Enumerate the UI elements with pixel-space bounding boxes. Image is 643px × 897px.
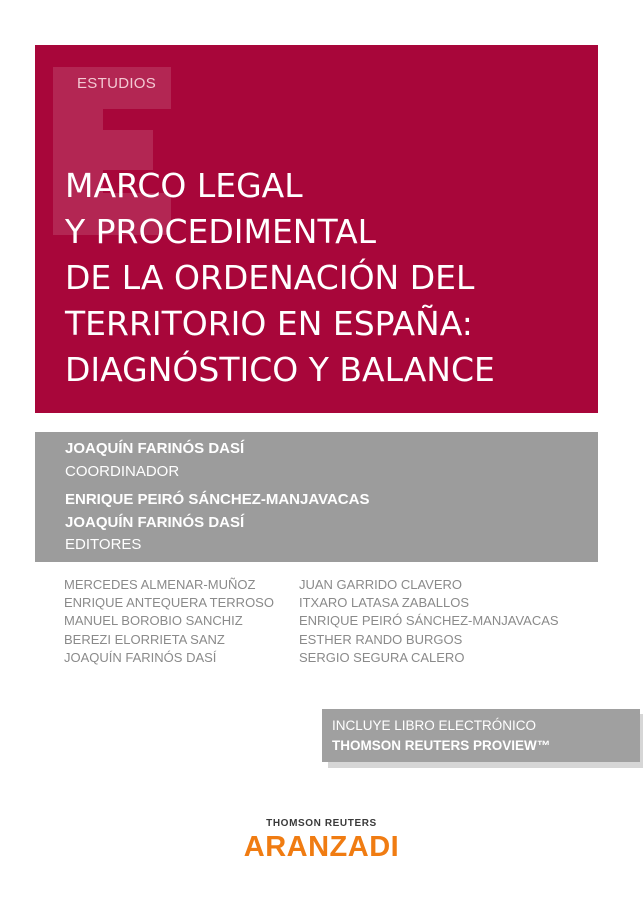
publisher-group-logo: THOMSON REUTERS <box>266 818 377 829</box>
author-name: JUAN GARRIDO CLAVERO <box>299 577 463 592</box>
author-name: ESTHER RANDO BURGOS <box>299 631 463 647</box>
book-title <box>65 163 495 393</box>
publisher-imprint-logo: ARANZADI <box>243 831 400 863</box>
author-name: SERGIO SEGURA CALERO <box>299 649 465 665</box>
ebook-badge <box>322 709 640 762</box>
author-name: MANUEL BOROBIO SANCHIZ <box>64 613 243 629</box>
author-name: ITXARO LATASA ZABALLOS <box>299 595 470 611</box>
coordinator-role: COORDINADOR <box>65 463 180 480</box>
authors-list-left <box>64 576 274 667</box>
editor-name: JOAQUÍN FARINÓS DASÍ <box>65 514 245 531</box>
author-name: ENRIQUE PEIRÓ SÁNCHEZ-MANJAVACAS <box>299 613 559 629</box>
series-label: ESTUDIOS <box>77 75 157 92</box>
title-line: DIAGNÓSTICO Y BALANCE <box>65 350 495 389</box>
author-name: JOAQUÍN FARINÓS DASÍ <box>64 649 217 665</box>
ebook-badge-line2: THOMSON REUTERS PROVIEW™ <box>332 738 551 753</box>
coordinator-name: JOAQUÍN FARINÓS DASÍ <box>65 440 245 457</box>
title-line: MARCO LEGAL <box>65 166 303 205</box>
authors-list-right <box>299 576 559 667</box>
credits-band <box>35 432 598 562</box>
author-name: MERCEDES ALMENAR-MUÑOZ <box>64 577 256 592</box>
editors-role: EDITORES <box>65 536 142 553</box>
title-line: Y PROCEDIMENTAL <box>65 212 377 251</box>
ebook-badge-line1: INCLUYE LIBRO ELECTRÓNICO <box>332 718 537 733</box>
title-block <box>35 45 598 413</box>
editor-name: ENRIQUE PEIRÓ SÁNCHEZ-MANJAVACAS <box>65 491 370 508</box>
author-name: ENRIQUE ANTEQUERA TERROSO <box>64 595 274 611</box>
title-line: TERRITORIO EN ESPAÑA: <box>65 304 473 343</box>
title-line: DE LA ORDENACIÓN DEL <box>65 258 475 297</box>
author-name: BEREZI ELORRIETA SANZ <box>64 631 225 647</box>
